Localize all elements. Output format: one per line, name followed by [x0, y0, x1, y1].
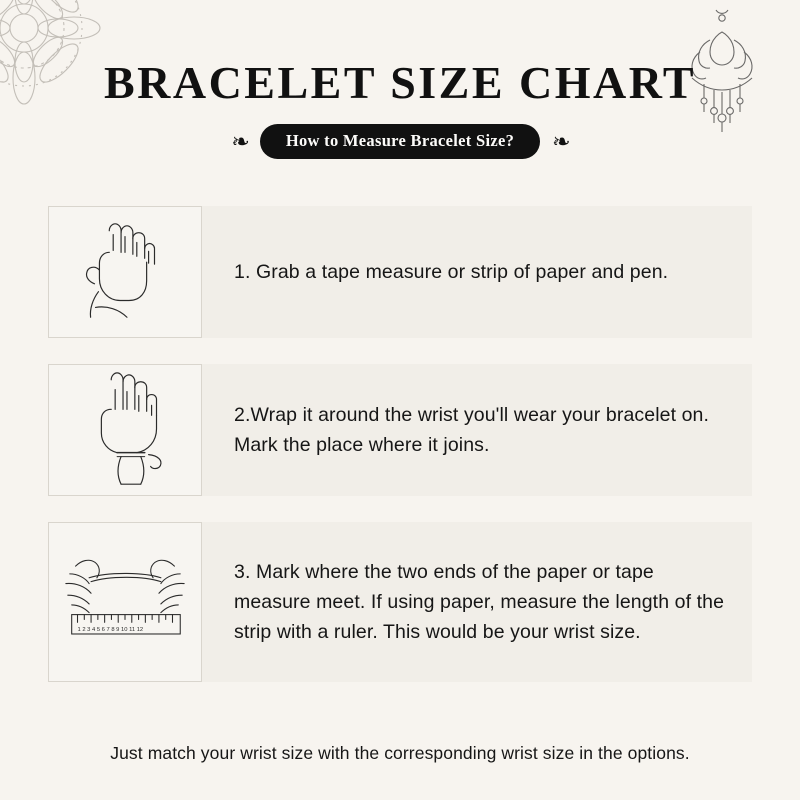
flourish-right-icon: ❧: [552, 128, 569, 154]
flourish-left-icon: ❧: [231, 128, 248, 154]
step-item: [48, 364, 752, 496]
step-text: 3. Mark where the two ends of the paper or tape measure meet. If using paper, measure the length of the strip with a ruler. This would be your wrist size.: [234, 560, 725, 644]
svg-text:1 2 3 4 5 6 7 8 9 10 11 12: 1 2 3 4 5 6 7 8 9 10 11 12: [77, 627, 144, 634]
step-item: [48, 522, 752, 682]
subtitle-badge: How to Measure Bracelet Size?: [260, 124, 540, 159]
footer-note: Just match your wrist size with the corresponding wrist size in the options.: [110, 743, 690, 763]
subtitle-row: [0, 124, 800, 159]
hands-measuring-with-ruler-icon: [48, 522, 202, 682]
hand-with-tape-around-wrist-icon: [48, 364, 202, 496]
step-item: [48, 206, 752, 338]
step-text: 2.Wrap it around the wrist you'll wear your bracelet on. Mark the place where it joins.: [234, 403, 710, 456]
step-text: 1. Grab a tape measure or strip of paper and pen.: [234, 260, 669, 283]
hand-fist-line-drawing-icon: [48, 206, 202, 338]
steps-list: [0, 206, 800, 682]
page-title: BRACELET SIZE CHART: [103, 57, 697, 108]
